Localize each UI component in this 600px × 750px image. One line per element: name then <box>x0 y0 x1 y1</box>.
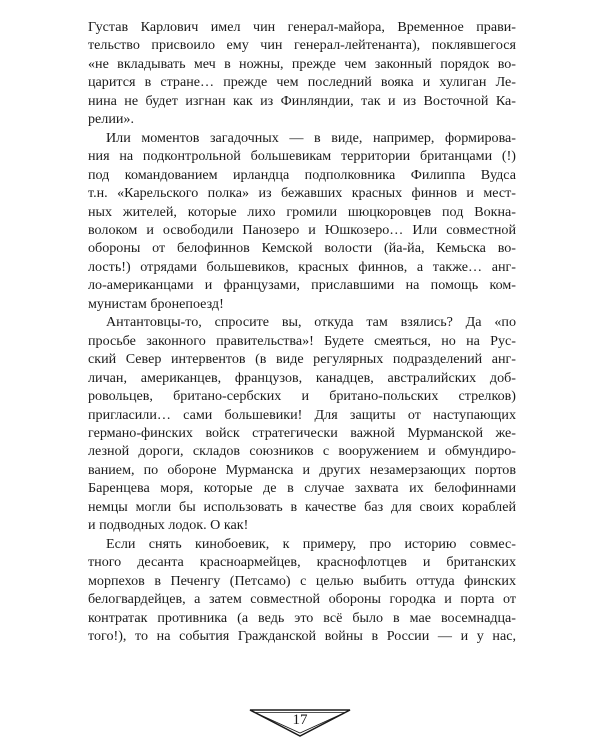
text-line: Или моментов загадочных — в виде, например, формирова- <box>106 129 516 146</box>
text-line: обороны от белофиннов Кемской волости (йа-йа, Кемьска во- <box>88 240 516 257</box>
text-line: белогвардейцев, а затем совместной обороны городка и порта от <box>88 591 516 608</box>
paragraph-1 <box>88 18 516 129</box>
text-line: германо-финских войск стратегически важной Мурманской же- <box>88 424 516 441</box>
text-line: Густав Карлович имел чин генерал-майора, Временное прави- <box>88 19 516 35</box>
page-number: 17 <box>292 712 308 728</box>
text-line: т.н. «Карельского полка» из бежавших красных финнов и мест- <box>88 185 516 202</box>
text-line: тельство присвоило ему чин генерал-лейтенанта), поклявшегося <box>88 37 516 54</box>
text-line: пригласили… сами большевики! Для защиты от наступающих <box>88 406 516 423</box>
text-line: контратак противника (а ведь это всё было в мае восемнадца- <box>88 609 516 626</box>
text-line: лезной дороги, складов союзников с вооружением и обмундиро- <box>88 443 516 460</box>
text-line: лость!) отрядами большевиков, красных финнов, а также… анг- <box>88 258 516 275</box>
text-line: просьбе законного правительства»! Будете смеяться, но на Рус- <box>88 332 516 349</box>
page-number-ornament <box>248 708 352 738</box>
text-line: ния на подконтрольной большевикам территории британцами (!) <box>88 148 516 165</box>
text-line: ский Север интервентов (в виде регулярных подразделений анг- <box>88 351 516 368</box>
page-body <box>88 18 516 645</box>
text-line: мунистам бронепоезд! <box>88 295 224 312</box>
text-line: тного десанта красноармейцев, краснофлотцев и британских <box>88 554 516 571</box>
text-line: ных жителей, которые лихо громили шюцкоровцев под Вокна- <box>88 203 516 220</box>
text-line: немцы могли бы использовать в качестве баз для своих кораблей <box>88 498 516 515</box>
text-line: ло-американцами и французами, приславшими на помощь ком- <box>88 277 516 294</box>
text-line: Если снять кинобоевик, к примеру, про историю совмес- <box>106 535 516 552</box>
paragraph-4 <box>88 535 516 646</box>
paragraph-3 <box>88 313 516 534</box>
text-line: и подводных лодок. О как! <box>88 517 249 534</box>
text-line: Баренцева моря, которые де в случае захвата их белофиннами <box>88 480 516 497</box>
text-line: Антантовцы-то, спросите вы, откуда там взялись? Да «по <box>106 314 516 331</box>
text-line: ванием, по обороне Мурманска и других незамерзающих портов <box>88 461 516 478</box>
text-line: царится в стране… прежде чем последний вояка и хулиган Ле- <box>88 74 516 91</box>
text-line: под командованием ирландца подполковника Филиппа Вудса <box>88 166 516 183</box>
text-line: морпехов в Печенгу (Петсамо) с целью выбить оттуда финских <box>88 572 516 589</box>
text-line: релии». <box>88 111 134 128</box>
paragraph-2 <box>88 129 516 314</box>
text-line: ровольцев, британо-сербских и британо-польских стрелков) <box>88 388 516 405</box>
text-line: нина не будет изгнан как из Финляндии, так и из Восточной Ка- <box>88 92 516 109</box>
text-line: волоком и освободили Панозеро и Юшкозеро… Или совместной <box>88 221 516 238</box>
text-line: «не вкладывать меч в ножны, прежде чем законный порядок во- <box>88 55 516 72</box>
text-line: личан, американцев, французов, канадцев, австралийских доб- <box>88 369 516 386</box>
text-line: того!), то на события Гражданской войны в России — и у нас, <box>88 627 516 644</box>
